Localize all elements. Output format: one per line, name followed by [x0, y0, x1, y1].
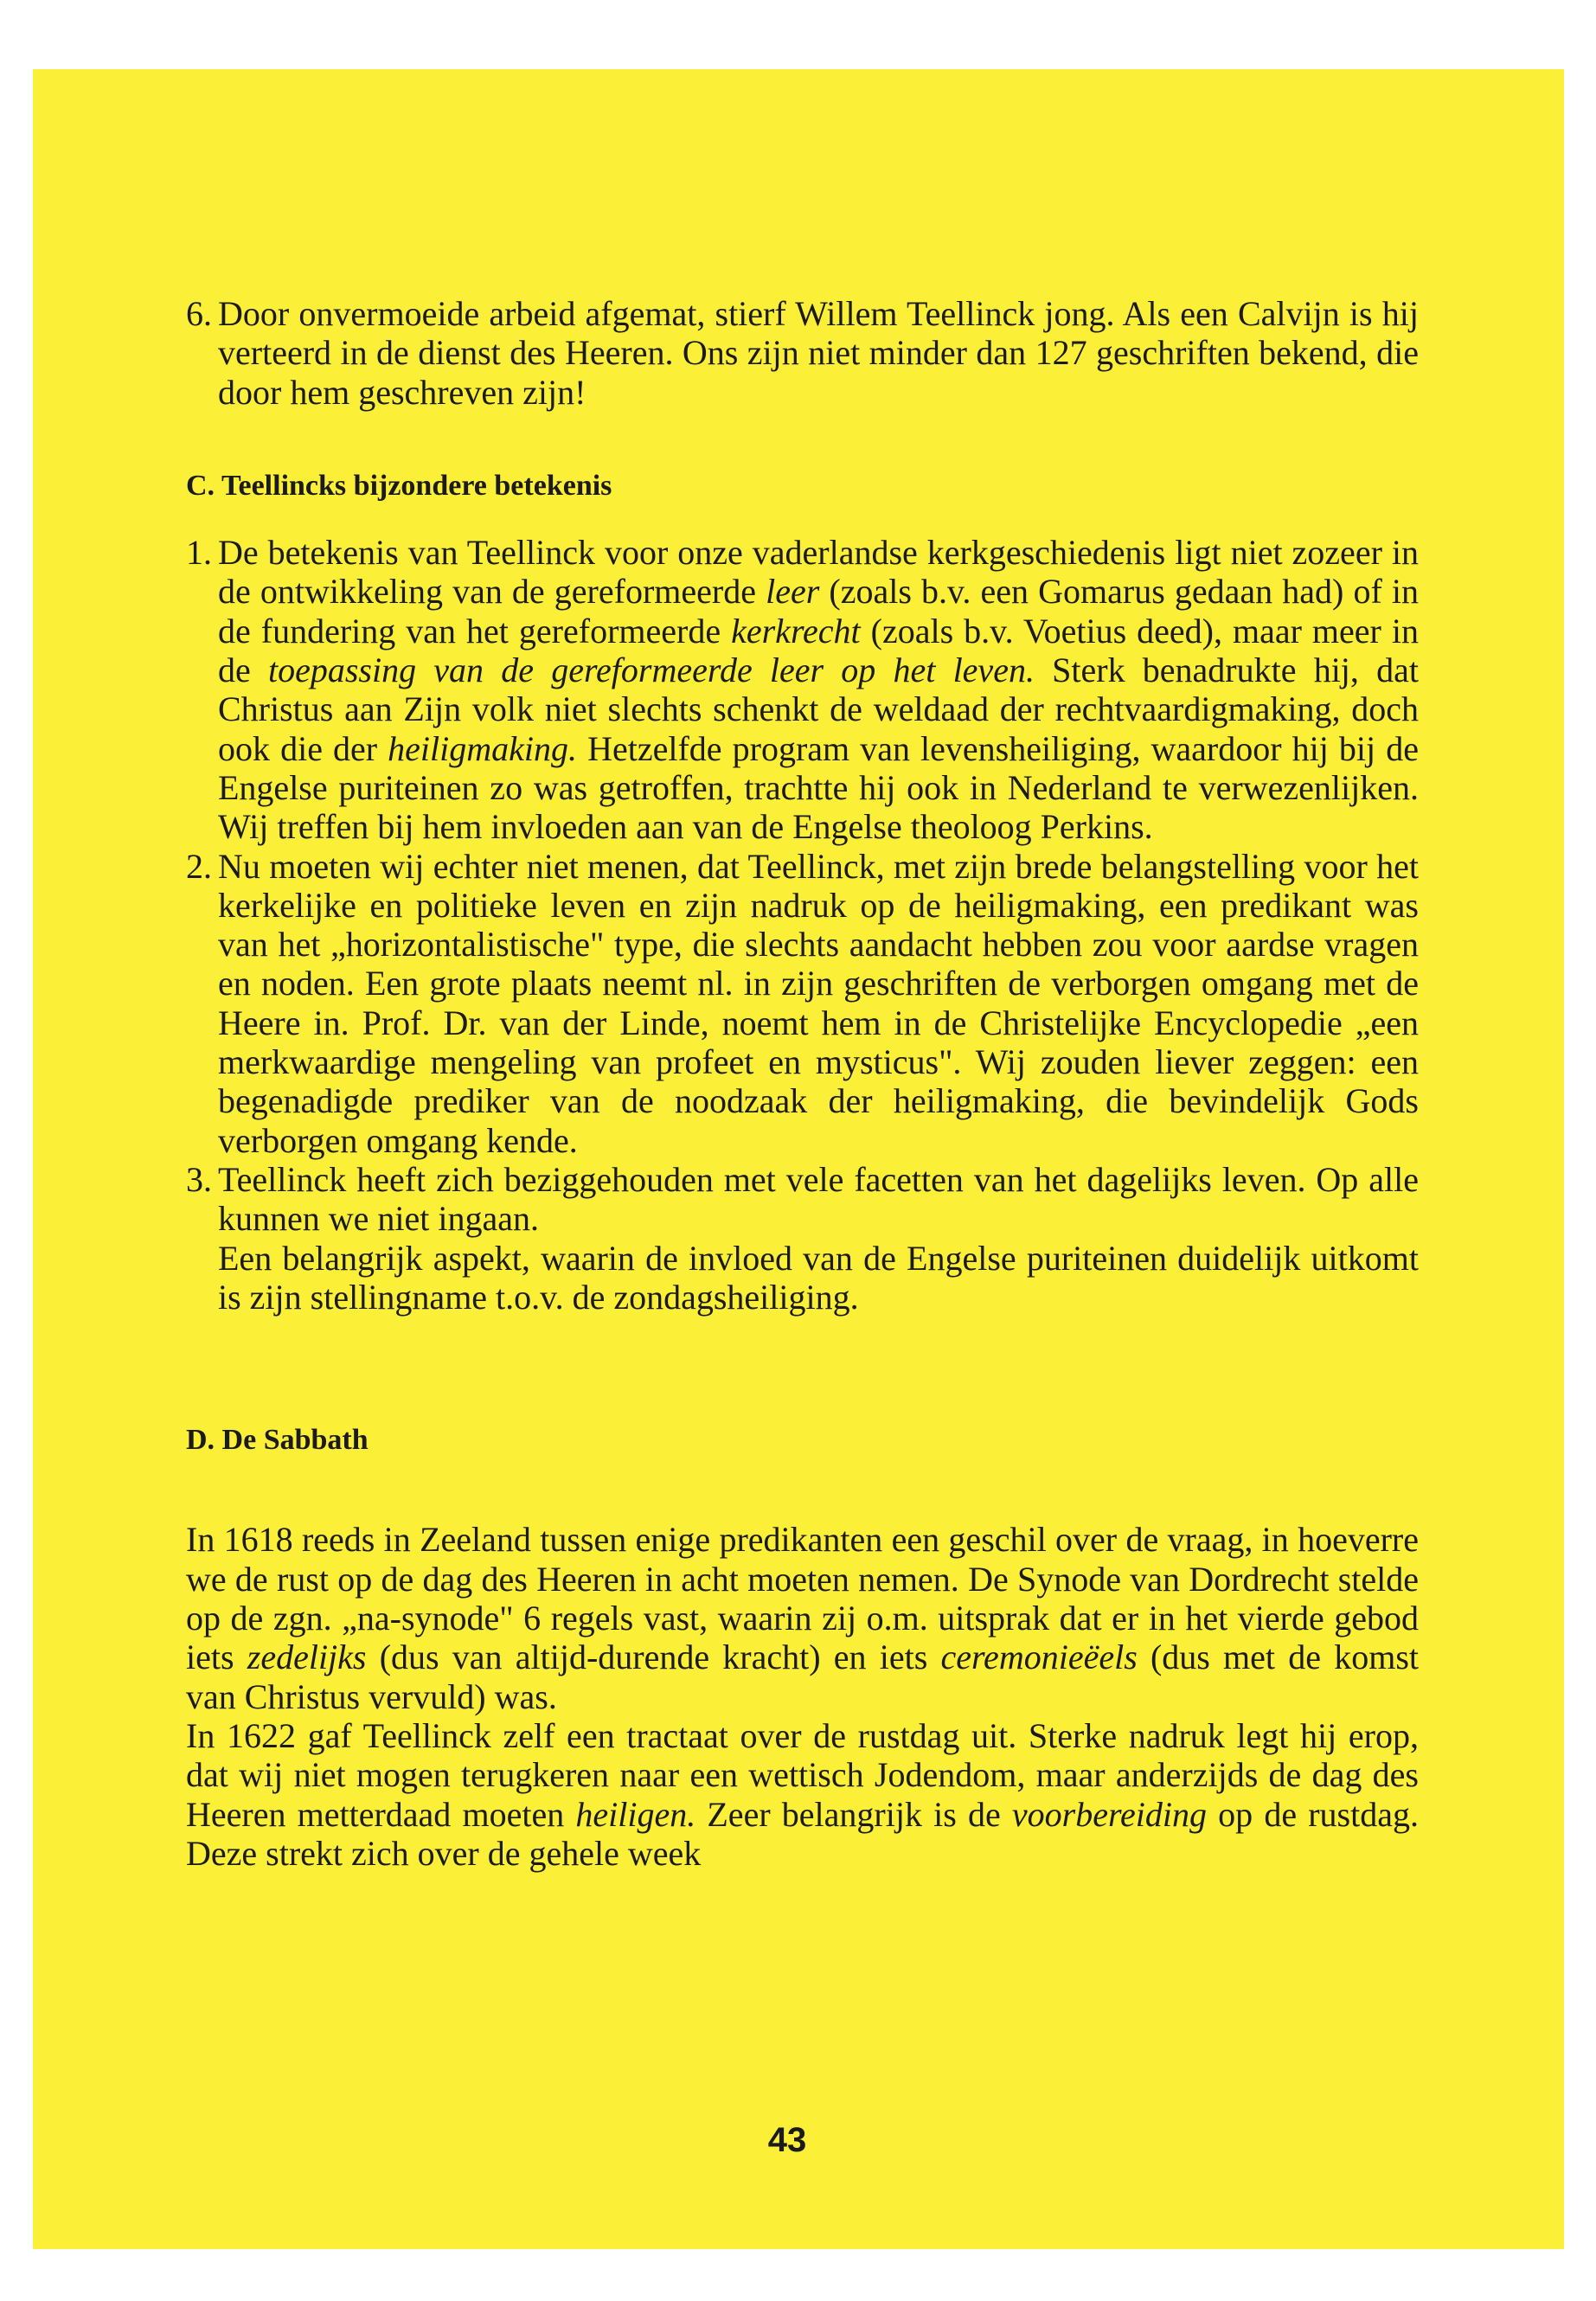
- page-number: 43: [767, 2121, 807, 2159]
- text-run: Teellinck heeft zich beziggehouden met vele facetten van het dagelijks leven. Op alle kunnen we niet ingaan.: [218, 1159, 1419, 1239]
- list-item-6: [186, 294, 1419, 412]
- list-item-2: [186, 847, 1419, 1160]
- item-number: 6.: [186, 294, 212, 333]
- italic-run: zedelijks: [247, 1638, 367, 1677]
- text-run: In 1618 reeds in Zeeland tussen enige predikanten een geschil over de vraag, in hoeverre we de rust op de dag des Heeren in acht moeten nemen. De Synode van Dordrecht stelde op de zgn. „na-synode" 6 regels vast, waarin zij o.m. uitsprak dat er in het vierde gebod iets: [186, 1520, 1419, 1677]
- item-text: [218, 533, 1419, 846]
- paragraph: [186, 1716, 1419, 1873]
- italic-run: toepassing van de gereformeerde leer op het leven.: [267, 651, 1035, 690]
- text-run: De betekenis van Teellinck voor onze vaderlandse kerkgeschiedenis ligt niet zozeer in de ontwikkeling van de gereformeerde: [218, 533, 1419, 612]
- text-run: op de rustdag. Deze strekt zich over de gehele week: [186, 1794, 1419, 1873]
- item-text: Door onvermoeide arbeid afgemat, stierf Willem Teellinck jong. Als een Calvijn is hij verteerd in de dienst des Heeren. Ons zijn niet minder dan 127 geschriften bekend, die door hem geschreven zijn!: [218, 294, 1419, 412]
- section-heading-c: C. Teellincks bijzondere betekenis: [186, 469, 612, 502]
- italic-run: leer: [766, 572, 820, 612]
- list-item-1: [186, 533, 1419, 846]
- italic-run: heiligmaking.: [388, 728, 578, 768]
- item-text: [218, 1160, 1419, 1317]
- list-item-3: [186, 1160, 1419, 1317]
- text-run: In 1622 gaf Teellinck zelf een tractaat over de rustdag uit. Sterke nadruk legt hij erop, dat wij niet mogen terugkeren naar een wettisch Jodendom, maar anderzijds de dag des Heeren metterdaad moeten: [186, 1715, 1419, 1834]
- section-heading-d: D. De Sabbath: [186, 1424, 369, 1457]
- page-text: [186, 294, 1419, 1873]
- italic-run: ceremonieëels: [940, 1638, 1138, 1677]
- text-run: Een belangrijk aspekt, waarin de invloed van de Engelse puriteinen duidelijk uitkomt is zijn stellingname t.o.v. de zondagsheiliging.: [218, 1238, 1419, 1317]
- text-run: (zoals b.v. Voetius deed), maar meer in de: [218, 611, 1420, 690]
- text-run: (dus met de komst van Christus vervuld) was.: [186, 1638, 1419, 1716]
- italic-run: voorbereiding: [1011, 1794, 1208, 1834]
- italic-run: kerkrecht: [731, 611, 861, 651]
- text-run: (zoals b.v. een Gomarus gedaan had) of in de fundering van het gereformeerde: [218, 572, 1420, 651]
- italic-run: heiligen.: [575, 1794, 696, 1834]
- text-run: Zeer belangrijk is de: [695, 1794, 1012, 1834]
- item-number: 3.: [186, 1159, 212, 1199]
- text-run: Hetzelfde program van levensheiliging, waardoor hij bij de Engelse puriteinen zo was getroffen, trachtte hij ook in Nederland te verwezenlijken. Wij treffen bij hem invloeden aan van de Engelse theoloog Perkins.: [218, 728, 1419, 847]
- item-number: 2.: [186, 846, 212, 886]
- text-run: (dus van altijd-durende kracht) en iets: [366, 1638, 941, 1677]
- paragraph: [186, 1520, 1419, 1715]
- text-run: Sterk benadrukte hij, dat Christus aan Zijn volk niet slechts schenkt de weldaad der rechtvaardigmaking, doch ook die der: [218, 651, 1419, 768]
- item-text: Nu moeten wij echter niet menen, dat Teellinck, met zijn brede belangstelling voor het kerkelijke en politieke leven en zijn nadruk op de heiligmaking, een predikant was van het „horizontalistische" type, die slechts aandacht hebben zou voor aardse vragen en noden. Een grote plaats neemt nl. in zijn geschriften de verborgen omgang met de Heere in. Prof. Dr. van der Linde, noemt hem in de Christelijke Encyclopedie „een merkwaardige mengeling van profeet en mysticus". Wij zouden liever zeggen: een begenadigde prediker van de noodzaak der heiligmaking, die bevindelijk Gods verborgen omgang kende.: [218, 846, 1419, 1160]
- item-number: 1.: [186, 533, 212, 573]
